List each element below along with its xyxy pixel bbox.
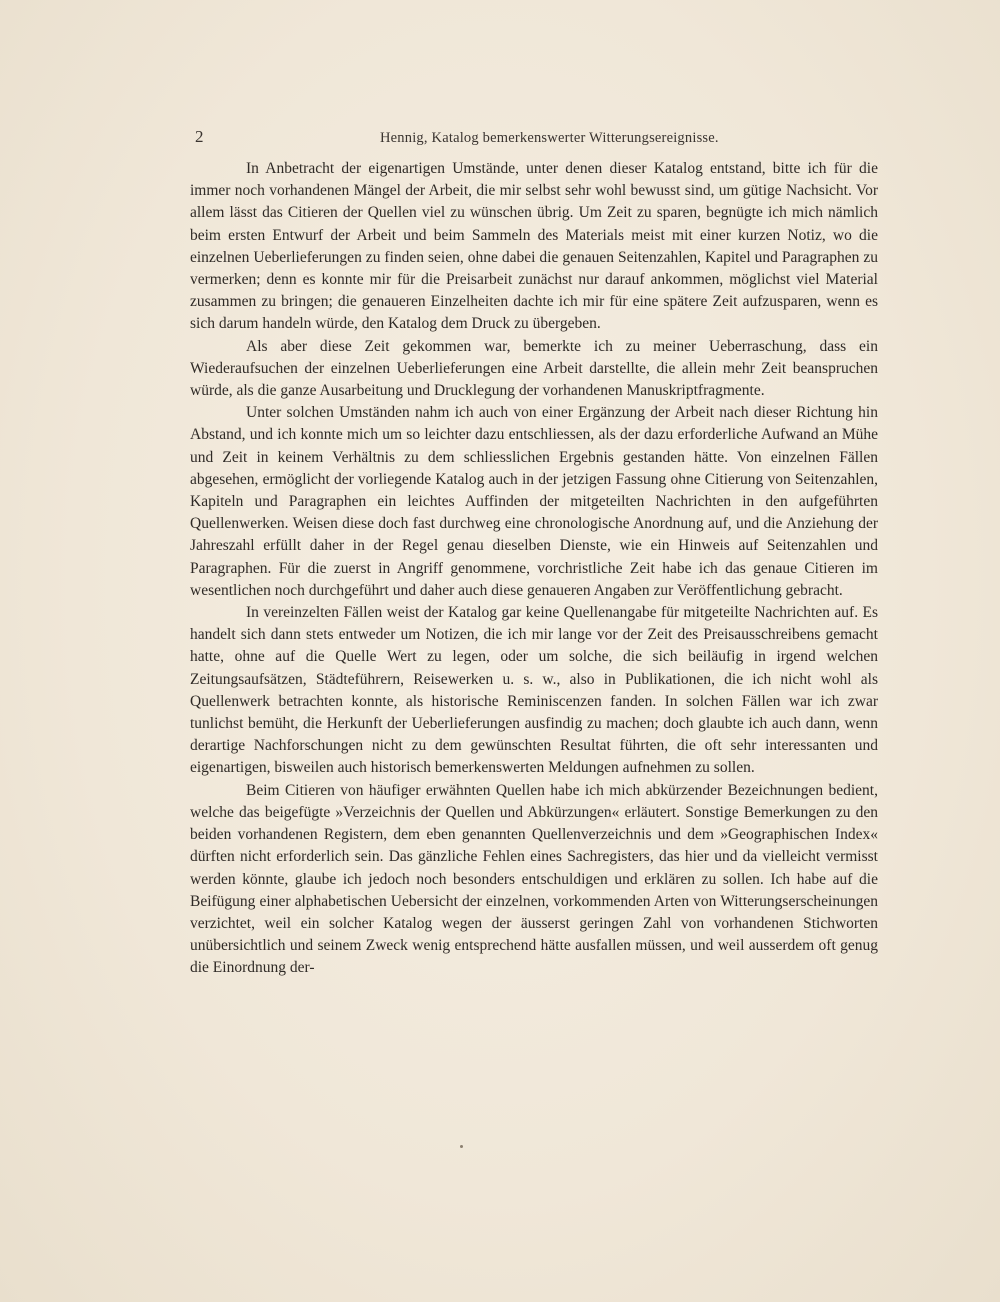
- paragraph-5: Beim Citieren von häufiger erwähnten Quellen habe ich mich abkürzender Bezeichnungen bedient, welche das beigefügte »Verzeichnis der Quellen und Abkürzungen« erläutert. Sonstige Bemerkungen zu den beiden vorhandenen Registern, dem eben genannten Quellenverzeichnis und dem »Geographischen Index« dürften nicht erforderlich sein. Das gänzliche Fehlen eines Sachregisters, das hier und da vielleicht vermisst werden könnte, glaube ich jedoch noch besonders entschuldigen und erklären zu sollen. Ich habe auf die Beifügung einer alphabetischen Uebersicht der einzelnen, vorkommenden Arten von Witterungserscheinungen verzichtet, weil ein solcher Katalog wegen der äusserst geringen Zahl von vorhandenen Stichworten unübersichtlich und seinem Zweck wenig entsprechend hätte ausfallen müssen, und weil ausserdem oft genug die Einordnung der-: [190, 781, 878, 977]
- paragraph-1: In Anbetracht der eigenartigen Umstände, unter denen dieser Katalog entstand, bitte ich für die immer noch vorhandenen Mängel der Arbeit, die mir selbst sehr wohl bewusst sind, um gütige Nachsicht. Vor allem lässt das Citieren der Quellen viel zu wünschen übrig. Um Zeit zu sparen, begnügte ich mich nämlich beim ersten Entwurf der Arbeit und beim Sammeln des Materials meist mit einer kurzen Notiz, wo die einzelnen Ueberlieferungen zu finden seien, ohne dabei die genauen Seitenzahlen, Kapitel und Paragraphen zu vermerken; denn es konnte mir für die Preisarbeit zunächst nur darauf ankommen, möglichst viel Material zusammen zu bringen; die genaueren Einzelheiten dachte ich mir für eine spätere Zeit aufzusparen, wenn es sich darum handeln würde, den Katalog dem Druck zu übergeben.: [190, 160, 878, 333]
- paragraph-3: Unter solchen Umständen nahm ich auch von einer Ergänzung der Arbeit nach dieser Richtung hin Abstand, und ich konnte mich um so leichter dazu entschliessen, als der dazu erforderliche Aufwand an Mühe und Zeit in keinem Verhältnis zu dem schliesslichen Ergebnis gestanden hätte. Von einzelnen Fällen abgesehen, ermöglicht der vorliegende Katalog auch in der jetzigen Fassung ohne Citierung von Seitenzahlen, Kapiteln und Paragraphen ein leichtes Auffinden der mitgeteilten Nachrichten in den aufgeführten Quellenwerken. Weisen diese doch fast durchweg eine chronologische Anordnung auf, und die Anziehung der Jahreszahl erfüllt daher in der Regel genau dieselben Dienste, wie ein Hinweis auf Seitenzahlen und Paragraphen. Für die zuerst in Angriff genommene, vorchristliche Zeit habe ich das genaue Citieren im wesentlichen noch durchgeführt und daher auch diese genaueren Angaben zur Veröffentlichung gebracht.: [190, 404, 878, 599]
- page-number: 2: [195, 127, 204, 146]
- paragraph-4: In vereinzelten Fällen weist der Katalog gar keine Quellenangabe für mitgeteilte Nachrichten auf. Es handelt sich dann stets entweder um Notizen, die ich mir lange vor der Zeit des Preisausschreibens gemacht hatte, ohne auf die Quelle Wert zu legen, oder um solche, die sich beiläufig in irgend welchen Zeitungsaufsätzen, Städteführern, Reisewerken u. s. w., also in Publikationen, die ich nicht wohl als Quellenwerk betrachten konnte, als historische Reminiscenzen fanden. In solchen Fällen war ich zwar tunlichst bemüht, die Herkunft der Ueberlieferungen ausfindig zu machen; doch glaubte ich auch dann, wenn derartige Nachforschungen nicht zu dem gewünschten Resultat führten, die oft sehr interessanten und eigenartigen, bisweilen auch historisch bemerkenswerten Meldungen aufnehmen zu sollen.: [190, 604, 878, 777]
- body-text: [190, 158, 878, 980]
- paper-speck: [460, 1145, 463, 1148]
- running-title: Hennig, Katalog bemerkenswerter Witterungsereignisse.: [380, 130, 719, 146]
- paragraph-2: Als aber diese Zeit gekommen war, bemerkte ich zu meiner Ueberraschung, dass ein Wiederaufsuchen der einzelnen Ueberlieferungen eine Arbeit darstellte, die allein mehr Zeit beanspruchen würde, als die ganze Ausarbeitung und Drucklegung der vorhandenen Manuskriptfragmente.: [190, 337, 878, 400]
